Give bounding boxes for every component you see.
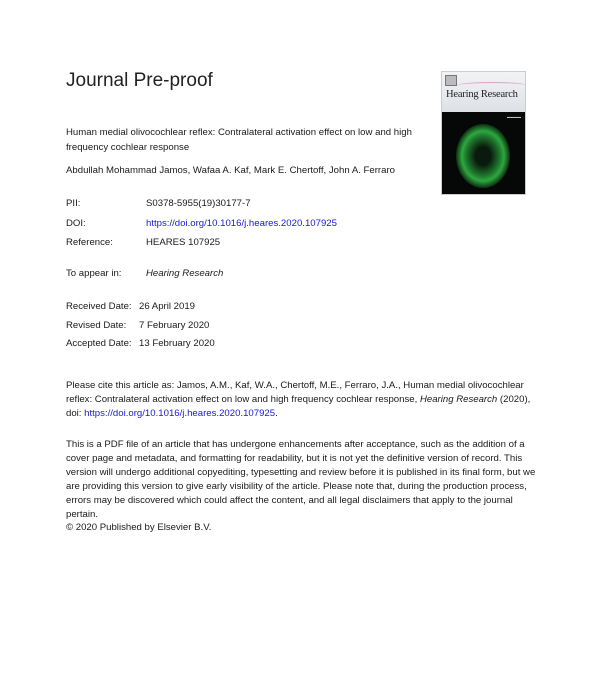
received-label: Received Date: (66, 301, 132, 312)
article-title: Human medial olivocochlear reflex: Contralateral activation effect on low and high frequency cochlear response (66, 127, 412, 153)
journal-pre-proof-heading: Journal Pre-proof (66, 70, 213, 91)
pii-value: S0378-5955(19)30177-7 (146, 198, 251, 209)
accepted-row (66, 338, 215, 349)
doi-label: DOI: (66, 218, 86, 229)
received-row (66, 301, 195, 312)
doi-row (66, 218, 337, 229)
received-value: 26 April 2019 (139, 301, 196, 312)
revised-value: 7 February 2020 (139, 320, 210, 331)
cover-cell-image (442, 112, 525, 194)
citation-suffix: . (275, 408, 278, 419)
article-authors: Abdullah Mohammad Jamos, Wafaa A. Kaf, Mark E. Chertoff, John A. Ferraro (66, 165, 395, 176)
accepted-value: 13 February 2020 (139, 338, 215, 349)
accepted-label: Accepted Date: (66, 338, 132, 349)
citation-text: Please cite this article as: Jamos, A.M., Kaf, W.A., Chertoff, M.E., Ferraro, J.A., Human medial olivocochlear reflex: Contralateral activation effect on low and high frequency cochlear response, (66, 380, 524, 405)
citation-doi-link[interactable]: https://doi.org/10.1016/j.heares.2020.107925 (84, 408, 276, 419)
cover-swoosh-decoration (457, 82, 526, 89)
elsevier-tree-icon (445, 75, 457, 86)
pii-row (66, 198, 251, 209)
reference-value: HEARES 107925 (146, 237, 221, 248)
citation-middle: (2020), doi: (66, 394, 531, 419)
reference-label: Reference: (66, 237, 113, 248)
revised-row (66, 320, 209, 331)
cover-header (442, 72, 525, 112)
pii-label: PII: (66, 198, 81, 209)
citation-journal: Hearing Research (419, 394, 498, 405)
reference-row (66, 237, 220, 248)
disclaimer-paragraph: This is a PDF file of an article that has undergone enhancements after acceptance, such as the addition of a cover page and metadata, and formatting for readability, but it is not yet the definitive version of record. This version will undergo additional copyediting, typesetting and review before it is published in its final form, but we are providing this version to give early visibility of the article. Please note that, during the production process, errors may be discovered which could affect the content, and all legal disclaimers that apply to the journal pertain. (66, 439, 536, 520)
doi-link[interactable]: https://doi.org/10.1016/j.heares.2020.107925 (146, 218, 337, 229)
revised-label: Revised Date: (66, 320, 127, 331)
cover-journal-title: Hearing Research (446, 89, 518, 100)
citation-paragraph (66, 379, 541, 421)
fluorescent-cell-graphic (456, 124, 510, 188)
appear-value: Hearing Research (146, 268, 224, 279)
appear-row (66, 268, 223, 279)
journal-cover (441, 71, 526, 195)
cover-subtitle: ▬▬▬▬ (507, 115, 521, 119)
appear-label: To appear in: (66, 268, 122, 279)
copyright-notice: © 2020 Published by Elsevier B.V. (66, 522, 212, 533)
